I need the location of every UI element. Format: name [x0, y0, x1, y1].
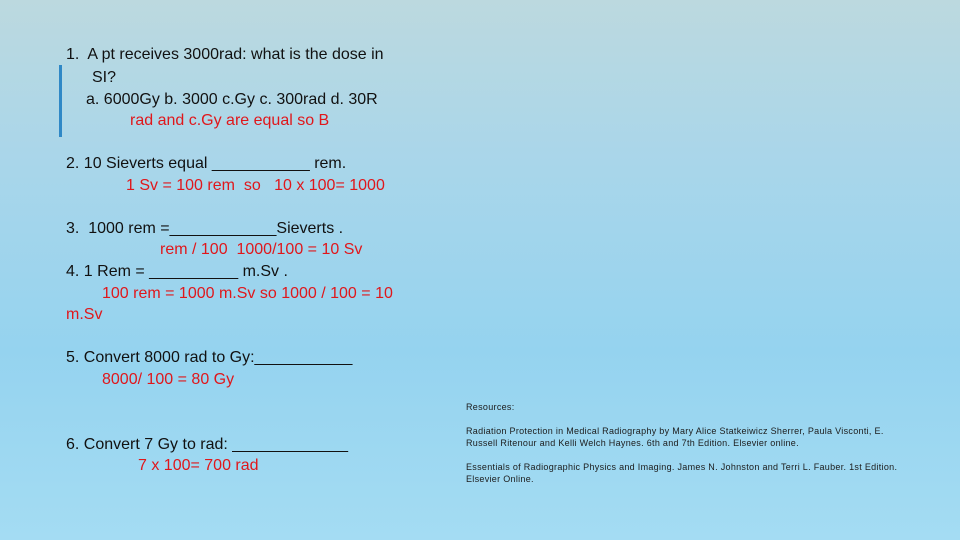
q1-options: a. 6000Gy b. 3000 c.Gy c. 300rad d. 30R: [86, 91, 378, 108]
reference-1-line1: Radiation Protection in Medical Radiography by Mary Alice Statkeiwicz Sherrer, Paula Visconti, E.: [466, 426, 884, 436]
reference-1-line2: Russell Ritenour and Kelli Welch Haynes. 6th and 7th Edition. Elsevier online.: [466, 438, 799, 448]
q3-question: 3. 1000 rem =____________Sieverts .: [66, 220, 344, 237]
q6-answer: 7 x 100= 700 rad: [138, 457, 259, 474]
q1-question-line1: 1. A pt receives 3000rad: what is the dose in: [66, 46, 384, 63]
q6-question: 6. Convert 7 Gy to rad: _____________: [66, 436, 348, 453]
reference-2-line1: Essentials of Radiographic Physics and Imaging. James N. Johnston and Terri L. Fauber. 1st Edition.: [466, 462, 898, 472]
quote-accent-bar: [59, 65, 62, 137]
reference-2-line2: Elsevier Online.: [466, 474, 534, 484]
q1-answer: rad and c.Gy are equal so B: [130, 112, 330, 129]
q2-question: 2. 10 Sieverts equal ___________ rem.: [66, 155, 347, 172]
q4-question: 4. 1 Rem = __________ m.Sv .: [66, 263, 288, 280]
q5-question: 5. Convert 8000 rad to Gy:___________: [66, 349, 353, 366]
q5-answer: 8000/ 100 = 80 Gy: [102, 371, 235, 388]
q1-question-line2: SI?: [92, 69, 117, 86]
q4-answer-line1: 100 rem = 1000 m.Sv so 1000 / 100 = 10: [102, 285, 393, 302]
q3-answer: rem / 100 1000/100 = 10 Sv: [160, 241, 363, 258]
q2-answer: 1 Sv = 100 rem so 10 x 100= 1000: [126, 177, 385, 194]
resources-heading: Resources:: [466, 402, 515, 412]
q4-answer-line2: m.Sv: [66, 306, 103, 323]
